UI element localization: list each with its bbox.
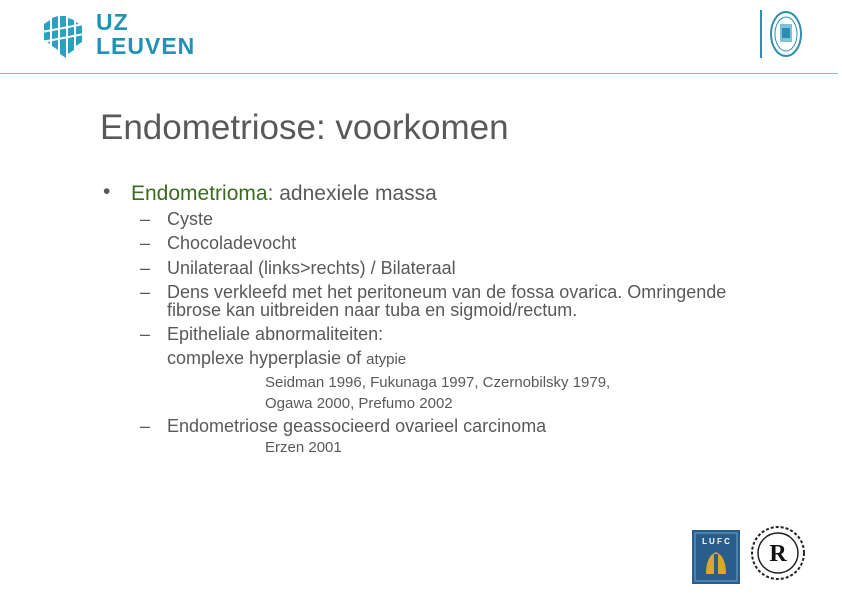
reference-line-1: Seidman 1996, Fukunaga 1997, Czernobilsky 1979, <box>265 374 611 391</box>
header-logo-divider <box>760 10 762 58</box>
subitem-epitheliale-text: complexe hyperplasie of <box>167 348 367 368</box>
subitem-chocoladevocht: Chocoladevocht <box>167 233 297 253</box>
subitem-epitheliale-line2 <box>167 348 406 370</box>
subitem-unilateraal: Unilateraal (links>rechts) / Bilateraal <box>167 258 456 278</box>
subitem-dens-verkleefd: Dens verkleefd met het peritoneum van de fossa ovarica. Omringende <box>167 282 727 302</box>
subitem-carcinoma: Endometriose geassocieerd ovarieel carcinoma <box>167 416 547 436</box>
ku-leuven-seal-icon <box>768 8 804 60</box>
svg-text:R: R <box>769 541 787 567</box>
svg-text:L U F C: L U F C <box>702 537 730 546</box>
subitem-epitheliale: Epitheliale abnormaliteiten: <box>167 324 384 344</box>
bullet-term: Endometrioma <box>131 182 268 205</box>
logo-line-uz: UZ <box>96 9 129 35</box>
reference-line-2: Ogawa 2000, Prefumo 2002 <box>265 395 453 412</box>
reference-erzen: Erzen 2001 <box>265 439 342 456</box>
dash-marker: – <box>140 324 151 344</box>
slide-title: Endometriose: voorkomen <box>100 108 509 147</box>
dash-marker: – <box>140 282 151 302</box>
bullet-rest: : adnexiele massa <box>267 182 437 205</box>
dash-marker: – <box>140 258 151 278</box>
header-divider <box>0 73 838 74</box>
dash-marker: – <box>140 233 151 253</box>
subitem-epitheliale-atypie: atypie <box>366 351 407 368</box>
subitem-cyste: Cyste <box>167 209 214 229</box>
dash-marker: – <box>140 209 151 229</box>
bullet-marker: • <box>103 180 111 203</box>
subitem-dens-verkleefd-line2: fibrose kan uitbreiden naar tuba en sigmoid/rectum. <box>167 300 578 320</box>
logo-line-leuven: LEUVEN <box>96 33 196 59</box>
uz-leuven-wordmark <box>96 10 195 58</box>
dash-marker: – <box>140 416 151 436</box>
lufc-logo-icon <box>692 530 740 584</box>
main-bullet <box>131 182 437 206</box>
r-seal-logo-icon <box>750 525 806 581</box>
uz-leuven-logo-icon <box>40 14 86 60</box>
